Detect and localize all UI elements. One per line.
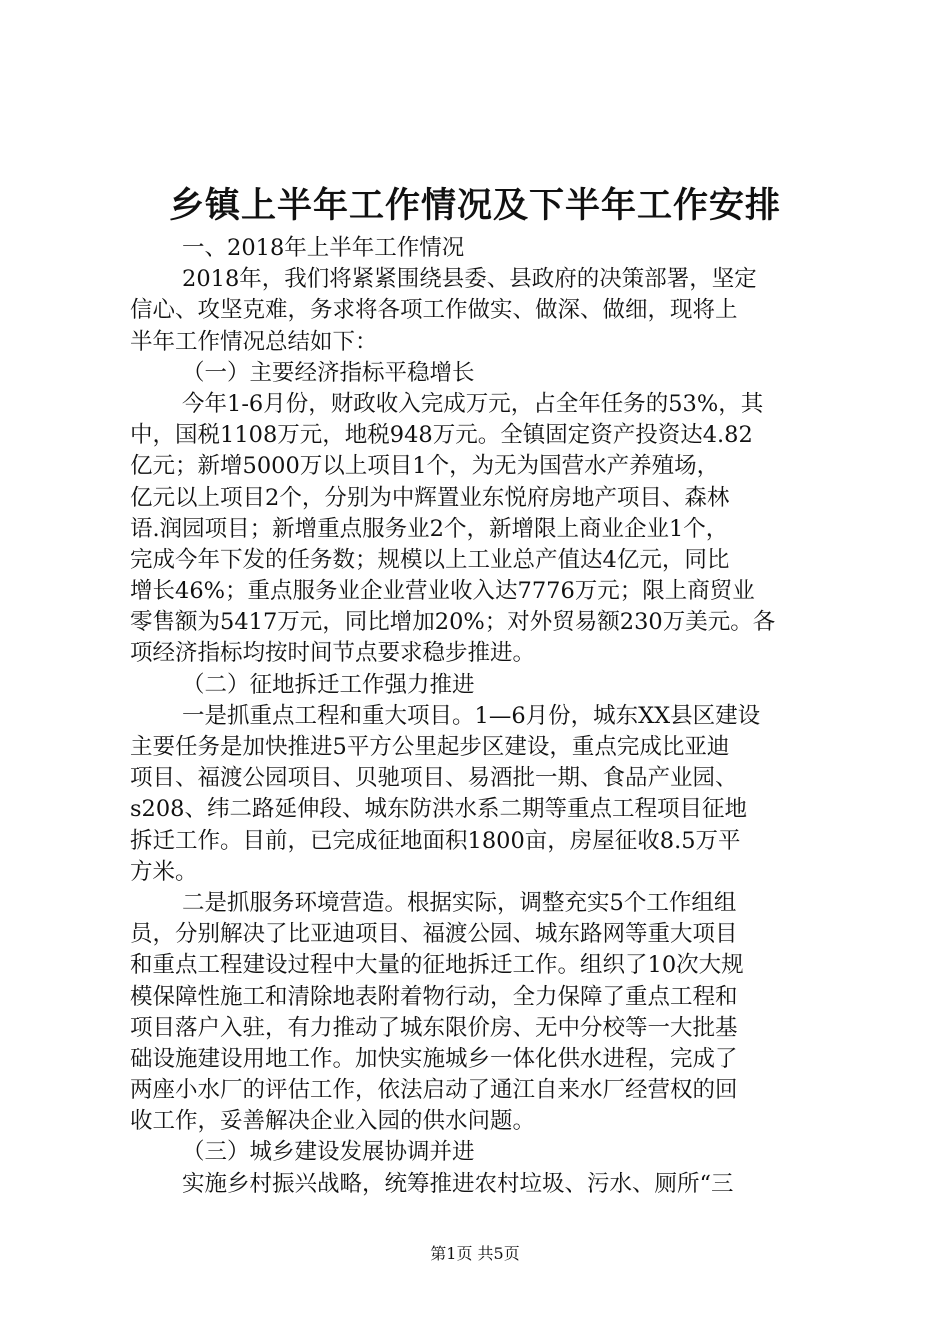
paragraph-line: 亿元以上项目2个，分别为中辉置业东悦府房地产项目、森林	[130, 484, 730, 511]
document-body	[130, 233, 830, 1200]
paragraph-line: 项目、福渡公园项目、贝驰项目、易酒批一期、食品产业园、	[130, 765, 738, 792]
paragraph-line: 信心、攻坚克难，务求将各项工作做实、做深、做细，现将上	[130, 297, 738, 324]
paragraph-line: 今年1-6月份，财政收入完成万元，占全年任务的53%，其	[182, 390, 764, 417]
paragraph-line: 拆迁工作。目前，已完成征地面积1800亩，房屋征收8.5万平	[130, 827, 741, 854]
paragraph-line: s208、纬二路延伸段、城东防洪水系二期等重点工程项目征地	[130, 796, 747, 823]
page-footer: 第1页 共5页	[430, 1244, 520, 1263]
subsection-heading: （三）城乡建设发展协调并进	[182, 1139, 475, 1166]
paragraph-line: 2018年，我们将紧紧围绕县委、县政府的决策部署，坚定	[182, 266, 757, 293]
paragraph-line: 员，分别解决了比亚迪项目、福渡公园、城东路网等重大项目	[130, 921, 738, 948]
paragraph-line: 完成今年下发的任务数；规模以上工业总产值达4亿元，同比	[130, 546, 730, 573]
paragraph-line: 语.润园项目；新增重点服务业2个，新增限上商业企业1个，	[130, 515, 729, 542]
paragraph-line: 一是抓重点工程和重大项目。1—6月份，城东XX县区建设	[182, 702, 761, 729]
paragraph-line: 项经济指标均按时间节点要求稳步推进。	[130, 640, 536, 667]
paragraph-line: 中，国税1108万元，地税948万元。全镇固定资产投资达4.82	[130, 422, 753, 449]
paragraph-line: 和重点工程建设过程中大量的征地拆迁工作。组织了10次大规	[130, 952, 744, 979]
paragraph-line: 实施乡村振兴战略，统筹推进农村垃圾、污水、厕所“三	[182, 1170, 734, 1197]
paragraph-line: 亿元；新增5000万以上项目1个，为无为国营水产养殖场，	[130, 453, 720, 480]
document-title: 乡镇上半年工作情况及下半年工作安排	[168, 185, 781, 226]
paragraph-line: 半年工作情况总结如下：	[130, 328, 378, 355]
paragraph-line: 主要任务是加快推进5平方公里起步区建设，重点完成比亚迪	[130, 734, 730, 760]
paragraph-line: 方米。	[130, 858, 198, 885]
paragraph-line: 收工作，妥善解决企业入园的供水问题。	[130, 1108, 536, 1135]
paragraph-line: 模保障性施工和清除地表附着物行动，全力保障了重点工程和	[130, 983, 738, 1010]
paragraph-line: 零售额为5417万元，同比增加20%；对外贸易额230万美元。各	[130, 609, 776, 636]
section-heading: 一、2018年上半年工作情况	[182, 235, 465, 261]
paragraph-line: 增长46%；重点服务业企业营业收入达7776万元；限上商贸业	[130, 578, 755, 605]
paragraph-line: 二是抓服务环境营造。根据实际，调整充实5个工作组组	[182, 889, 737, 916]
paragraph-line: 两座小水厂的评估工作，依法启动了通江自来水厂经营权的回	[130, 1077, 738, 1104]
subsection-heading: （二）征地拆迁工作强力推进	[182, 671, 475, 698]
paragraph-line: 础设施建设用地工作。加快实施城乡一体化供水进程，完成了	[130, 1045, 738, 1072]
paragraph-line: 项目落户入驻，有力推动了城东限价房、无中分校等一大批基	[130, 1014, 738, 1041]
subsection-heading: （一）主要经济指标平稳增长	[182, 359, 475, 386]
